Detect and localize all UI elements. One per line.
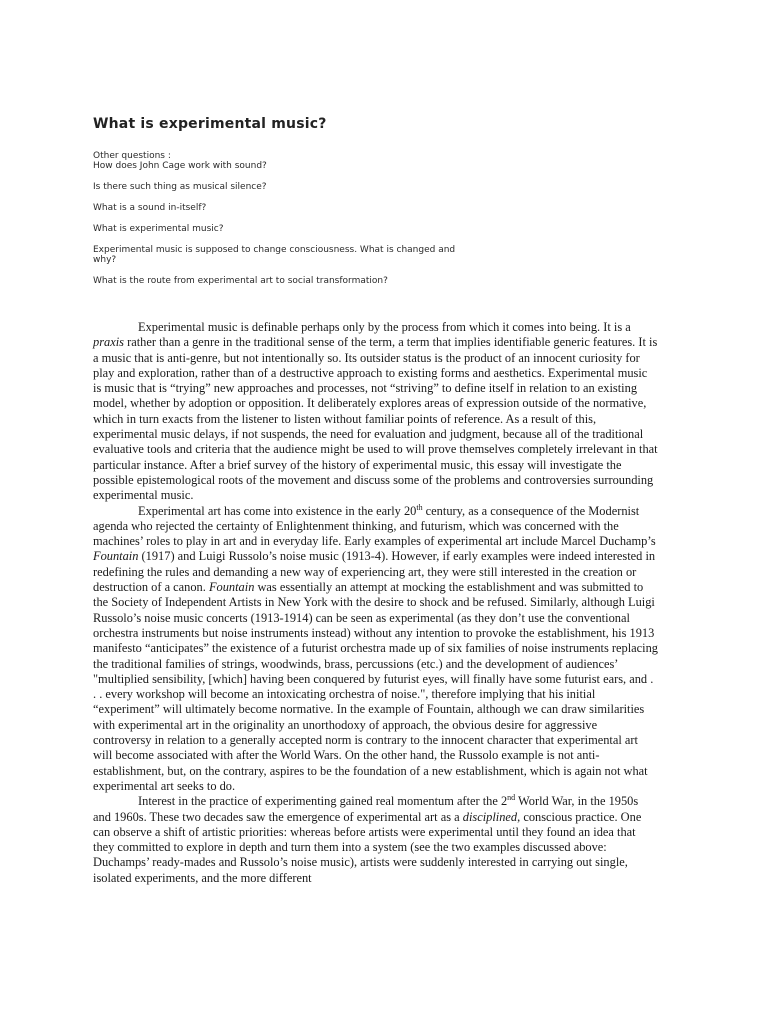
paragraph-text: was essentially an attempt at mocking the establishment and was submitted to the Society of Independent Artists in New York with the desire to shock and be refused. Similarly, although Luigi Russolo’s noise music concerts (1913-1914) can be seen as experimental (as they don’t use the conventional orchestra instruments but noise instruments instead) without any intention to provoke the establishment, his 1913 manifesto “anticipates” the existence of a futurist orchestra made up of six families of noise instruments replacing the traditional families of strings, woodwinds, brass, percussions (etc.) and the development of audiences’ "multiplied sensibility, [which] having been conquered by futurist eyes, will finally have some futurist ears, and . . . every workshop will become an intoxicating orchestra of noise.", therefore implying that his initial “experiment” will ultimately become normative. In the example of Fountain, although we can draw similarities with experimental art in the originality an unorthodoxy of approach, the obvious desire for aggressive controversy in relation to a generally accepted norm is contrary to the innocent character that experimental art will become associated with after the World Wars. On the other hand, the Russolo example is not anti-establishment, but, on the contrary, aspires to be the foundation of a new establishment, which is again not what experimental art seeks to do. <box>93 580 658 793</box>
paragraph-text: , conscious practice. One can observe a shift of artistic priorities: whereas before artists were experimental until they found an idea that they committed to explore in depth and turn them into a system (see the two examples discussed above: Duchamps’ ready-mades and Russolo’s noise music), artists were suddenly interested in carrying out single, isolated experiments, and the more different <box>93 809 642 885</box>
question-item: What is experimental music? <box>93 224 224 234</box>
paragraph-text: Interest in the practice of experimenting gained real momentum after the 2 <box>138 794 508 809</box>
question-item: What is a sound in-itself? <box>93 203 207 213</box>
italic-term: praxis <box>93 335 124 350</box>
essay-body <box>93 320 658 886</box>
paragraph-text: rather than a genre in the traditional sense of the term, a term that implies identifiable generic features. It is a music that is anti-genre, but not intentionally so. Its outsider status is the product of an innocent curiosity for play and exploration, rather than of a destructive approach to existing forms and aesthetics. Experimental music is music that is “trying” new approaches and processes, not “striving” to define itself in relation to an existing model, whether by adoption or opposition. It deliberately explores areas of expression outside of the normative, which in turn exacts from the listener to listen without familiar points of reference. As a result of this, experimental music delays, if not suspends, the need for evaluation and judgment, because all of the traditional evaluative tools and criteria that the audience might be used to will prove themselves completely irrelevant in that particular instance. After a brief survey of the history of experimental music, this essay will investigate the possible epistemological roots of the movement and discuss some of the problems and controversies surrounding experimental music. <box>93 335 658 503</box>
italic-title: Fountain <box>208 580 255 595</box>
essay-paragraph-3 <box>93 794 658 886</box>
paragraph-text: (1917) and Luigi Russolo’s noise music (1913-4). However, if early examples were indeed interested in redefining the rules and demanding a new way of experiencing art, they were still interested in the creation or destruction of a canon. <box>93 549 656 595</box>
question-item: What is the route from experimental art to social transformation? <box>93 276 388 286</box>
question-item: Is there such thing as musical silence? <box>93 182 267 192</box>
questions-intro: Other questions : <box>93 151 171 161</box>
italic-title: Fountain <box>93 549 139 564</box>
italic-term: disciplined <box>462 809 518 824</box>
superscript: nd <box>507 793 516 803</box>
paragraph-text: Experimental music is definable perhaps only by the process from which it comes into being. It is a <box>138 320 631 334</box>
question-item: How does John Cage work with sound? <box>93 161 267 171</box>
paragraph-text: century, as a consequence of the Modernist agenda who rejected the certainty of Enlightenment thinking, and futurism, which was concerned with the machines’ roles to play in art and in everyday life. Early examples of experimental art include Marcel Duchamp’s <box>93 503 656 549</box>
other-questions-list <box>93 151 473 297</box>
essay-paragraph-2 <box>93 504 658 795</box>
paragraph-text: World War, in the 1950s and 1960s. These two decades saw the emergence of experimental art as a <box>93 794 639 824</box>
document-title: What is experimental music? <box>93 116 327 132</box>
essay-paragraph-1 <box>93 320 658 504</box>
paragraph-text: Experimental art has come into existence in the early 20 <box>138 503 417 518</box>
superscript: th <box>416 502 423 512</box>
question-item: Experimental music is supposed to change consciousness. What is changed and why? <box>93 245 456 265</box>
